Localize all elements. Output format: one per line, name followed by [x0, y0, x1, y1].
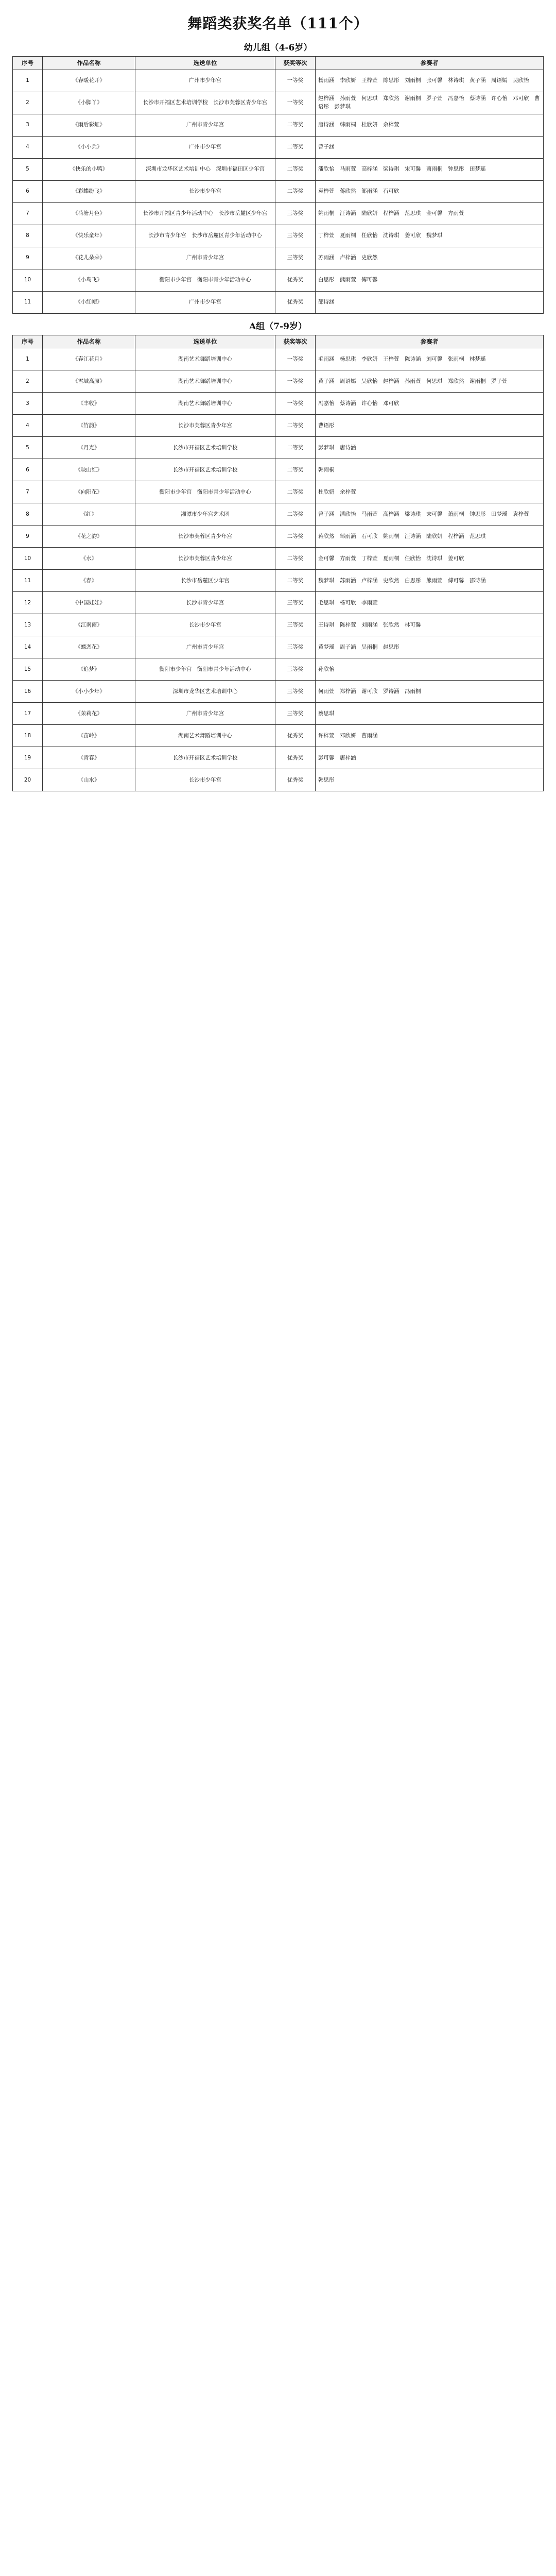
cell-work: 《蝶恋花》 [43, 636, 135, 658]
cell-work: 《花之韵》 [43, 526, 135, 548]
cell-no: 11 [13, 570, 43, 592]
cell-award: 二等奖 [275, 548, 316, 570]
cell-award: 一等奖 [275, 348, 316, 370]
cell-unit: 长沙市芙蓉区青少年宫 [135, 548, 275, 570]
cell-award: 一等奖 [275, 92, 316, 114]
table-row [13, 437, 544, 459]
cell-members: 冯嘉怡 蔡诗涵 许心怡 邓可欣 [316, 393, 544, 415]
table-row [13, 393, 544, 415]
cell-unit: 长沙市开福区艺术培训学校 [135, 459, 275, 481]
cell-members: 曾子涵 潘欣怡 马雨萱 高梓涵 梁诗琪 宋可馨 萧雨桐 钟思彤 田梦瑶 袁梓萱 [316, 503, 544, 526]
cell-no: 10 [13, 269, 43, 291]
cell-unit: 广州市青少年宫 [135, 114, 275, 136]
column-header-work: 作品名称 [43, 57, 135, 70]
cell-members: 金可馨 方雨萱 丁梓萱 夏雨桐 任欣怡 沈诗琪 姜可欣 [316, 548, 544, 570]
group-title: A组（7-9岁） [249, 321, 307, 332]
table-row [13, 658, 544, 681]
cell-work: 《青春》 [43, 747, 135, 769]
cell-no: 1 [13, 70, 43, 92]
cell-award: 二等奖 [275, 114, 316, 136]
cell-unit: 广州市少年宫 [135, 136, 275, 158]
cell-award: 一等奖 [275, 70, 316, 92]
cell-no: 2 [13, 370, 43, 393]
table-row [13, 136, 544, 158]
cell-award: 优秀奖 [275, 291, 316, 313]
cell-work: 《映山红》 [43, 459, 135, 481]
cell-work: 《苗岭》 [43, 725, 135, 747]
cell-work: 《追梦》 [43, 658, 135, 681]
column-header-no: 序号 [13, 335, 43, 348]
cell-unit: 广州市青少年宫 [135, 636, 275, 658]
table-row [13, 348, 544, 370]
table-row [13, 114, 544, 136]
group-title: 幼儿组（4-6岁） [244, 43, 312, 53]
cell-no: 6 [13, 180, 43, 202]
cell-no: 14 [13, 636, 43, 658]
table-row [13, 247, 544, 269]
cell-members: 黄子涵 周语嫣 吴欣怡 赵梓涵 孙雨萱 何思琪 郑欣然 谢雨桐 罗子萱 [316, 370, 544, 393]
cell-no: 12 [13, 592, 43, 614]
cell-members: 孙欣怡 [316, 658, 544, 681]
column-header-award: 获奖等次 [275, 57, 316, 70]
table-row [13, 570, 544, 592]
cell-unit: 长沙市芙蓉区青少年宫 [135, 526, 275, 548]
cell-no: 3 [13, 393, 43, 415]
cell-award: 二等奖 [275, 437, 316, 459]
cell-unit: 湖南艺术舞蹈培训中心 [135, 348, 275, 370]
cell-award: 二等奖 [275, 481, 316, 503]
cell-members: 苏雨涵 卢梓涵 史欣然 [316, 247, 544, 269]
cell-award: 二等奖 [275, 503, 316, 526]
award-table [12, 335, 544, 792]
cell-no: 4 [13, 415, 43, 437]
cell-unit: 衡阳市少年宫 衡阳市青少年活动中心 [135, 658, 275, 681]
cell-unit: 深圳市龙华区艺术培训中心 深圳市福田区少年宫 [135, 158, 275, 180]
cell-no: 16 [13, 681, 43, 703]
cell-work: 《水》 [43, 548, 135, 570]
cell-award: 三等奖 [275, 614, 316, 636]
cell-work: 《小脚丫》 [43, 92, 135, 114]
cell-no: 18 [13, 725, 43, 747]
cell-award: 优秀奖 [275, 269, 316, 291]
cell-award: 二等奖 [275, 415, 316, 437]
award-table [12, 56, 544, 314]
cell-members: 曾子涵 [316, 136, 544, 158]
cell-no: 8 [13, 503, 43, 526]
cell-no: 10 [13, 548, 43, 570]
cell-work: 《小小少年》 [43, 681, 135, 703]
cell-members: 彭梦琪 唐诗涵 [316, 437, 544, 459]
column-header-no: 序号 [13, 57, 43, 70]
cell-members: 丁梓萱 夏雨桐 任欣怡 沈诗琪 姜可欣 魏梦琪 [316, 225, 544, 247]
column-header-unit: 选送单位 [135, 57, 275, 70]
cell-award: 优秀奖 [275, 747, 316, 769]
cell-members: 唐诗涵 韩雨桐 杜欣妍 余梓萱 [316, 114, 544, 136]
cell-members: 蒋欣然 邹雨涵 石可欣 姚雨桐 汪诗涵 陆欣妍 程梓涵 范思琪 [316, 526, 544, 548]
cell-work: 《山水》 [43, 769, 135, 791]
cell-unit: 广州市青少年宫 [135, 247, 275, 269]
cell-unit: 湖南艺术舞蹈培训中心 [135, 370, 275, 393]
cell-members: 曹语彤 [316, 415, 544, 437]
cell-unit: 长沙市青少年宫 长沙市岳麓区青少年活动中心 [135, 225, 275, 247]
cell-work: 《春江花月》 [43, 348, 135, 370]
cell-unit: 广州市少年宫 [135, 70, 275, 92]
cell-no: 7 [13, 481, 43, 503]
cell-no: 17 [13, 703, 43, 725]
cell-members: 赵梓涵 孙雨萱 何思琪 郑欣然 谢雨桐 罗子萱 冯嘉怡 蔡诗涵 许心怡 邓可欣 曹语彤 彭梦琪 [316, 92, 544, 114]
cell-award: 二等奖 [275, 459, 316, 481]
cell-members: 王诗琪 陈梓萱 刘雨涵 张欣然 林可馨 [316, 614, 544, 636]
cell-unit: 深圳市龙华区艺术培训中心 [135, 681, 275, 703]
cell-members: 杜欣妍 余梓萱 [316, 481, 544, 503]
cell-members: 彭可馨 唐梓涵 [316, 747, 544, 769]
cell-award: 三等奖 [275, 681, 316, 703]
table-row [13, 158, 544, 180]
cell-work: 《荷塘月色》 [43, 202, 135, 225]
cell-unit: 广州市少年宫 [135, 291, 275, 313]
table-row [13, 269, 544, 291]
cell-work: 《雨后彩虹》 [43, 114, 135, 136]
cell-work: 《茉莉花》 [43, 703, 135, 725]
cell-work: 《中国娃娃》 [43, 592, 135, 614]
cell-work: 《向阳花》 [43, 481, 135, 503]
cell-award: 二等奖 [275, 570, 316, 592]
table-row [13, 92, 544, 114]
cell-work: 《雪域高原》 [43, 370, 135, 393]
cell-unit: 长沙市开福区艺术培训学校 [135, 437, 275, 459]
cell-work: 《花儿朵朵》 [43, 247, 135, 269]
cell-no: 5 [13, 437, 43, 459]
cell-work: 《彩蝶纷飞》 [43, 180, 135, 202]
cell-no: 4 [13, 136, 43, 158]
table-row [13, 291, 544, 313]
table-row [13, 202, 544, 225]
cell-members: 潘欣怡 马雨萱 高梓涵 梁诗琪 宋可馨 萧雨桐 钟思彤 田梦瑶 [316, 158, 544, 180]
table-row [13, 481, 544, 503]
cell-work: 《小鸟飞》 [43, 269, 135, 291]
cell-award: 二等奖 [275, 158, 316, 180]
cell-unit: 广州市青少年宫 [135, 703, 275, 725]
cell-no: 13 [13, 614, 43, 636]
cell-unit: 长沙市岳麓区少年宫 [135, 570, 275, 592]
table-row [13, 415, 544, 437]
cell-members: 杨雨涵 李欣妍 王梓萱 陈思彤 刘雨桐 张可馨 林诗琪 黄子涵 周语嫣 吴欣怡 [316, 70, 544, 92]
table-row [13, 370, 544, 393]
table-header-row [13, 335, 544, 348]
table-row [13, 592, 544, 614]
cell-work: 《丰收》 [43, 393, 135, 415]
cell-award: 优秀奖 [275, 769, 316, 791]
table-row [13, 548, 544, 570]
column-header-members: 参赛者 [316, 335, 544, 348]
cell-award: 一等奖 [275, 370, 316, 393]
cell-work: 《春》 [43, 570, 135, 592]
cell-award: 三等奖 [275, 658, 316, 681]
cell-members: 毛雨涵 杨思琪 李欣妍 王梓萱 陈诗涵 刘可馨 张雨桐 林梦瑶 [316, 348, 544, 370]
cell-work: 《红》 [43, 503, 135, 526]
cell-work: 《快乐童年》 [43, 225, 135, 247]
cell-unit: 长沙市青少年宫 [135, 592, 275, 614]
table-row [13, 681, 544, 703]
table-row [13, 70, 544, 92]
cell-award: 三等奖 [275, 225, 316, 247]
cell-award: 优秀奖 [275, 725, 316, 747]
cell-unit: 长沙市芙蓉区青少年宫 [135, 415, 275, 437]
table-header-row [13, 57, 544, 70]
cell-unit: 长沙市少年宫 [135, 769, 275, 791]
cell-work: 《月光》 [43, 437, 135, 459]
cell-unit: 长沙市少年宫 [135, 614, 275, 636]
cell-work: 《江南雨》 [43, 614, 135, 636]
cell-no: 3 [13, 114, 43, 136]
cell-work: 《小小兵》 [43, 136, 135, 158]
table-row [13, 526, 544, 548]
award-groups [12, 40, 544, 791]
cell-members: 何雨萱 郑梓涵 谢可欣 罗诗涵 冯雨桐 [316, 681, 544, 703]
table-row [13, 614, 544, 636]
cell-members: 袁梓萱 蒋欣然 邹雨涵 石可欣 [316, 180, 544, 202]
table-row [13, 703, 544, 725]
column-header-members: 参赛者 [316, 57, 544, 70]
cell-award: 二等奖 [275, 526, 316, 548]
cell-award: 三等奖 [275, 247, 316, 269]
cell-unit: 湘潭市少年宫艺术团 [135, 503, 275, 526]
table-row [13, 180, 544, 202]
cell-unit: 长沙市开福区艺术培训学校 长沙市芙蓉区青少年宫 [135, 92, 275, 114]
cell-unit: 长沙市开福区青少年活动中心 长沙市岳麓区少年宫 [135, 202, 275, 225]
cell-no: 19 [13, 747, 43, 769]
table-row [13, 769, 544, 791]
cell-no: 5 [13, 158, 43, 180]
table-row [13, 636, 544, 658]
cell-no: 2 [13, 92, 43, 114]
cell-work: 《竹韵》 [43, 415, 135, 437]
cell-members: 许梓萱 邓欣妍 曹雨涵 [316, 725, 544, 747]
cell-no: 8 [13, 225, 43, 247]
cell-award: 三等奖 [275, 636, 316, 658]
cell-members: 韩思彤 [316, 769, 544, 791]
cell-award: 二等奖 [275, 136, 316, 158]
cell-members: 姚雨桐 汪诗涵 陆欣妍 程梓涵 范思琪 金可馨 方雨萱 [316, 202, 544, 225]
cell-no: 1 [13, 348, 43, 370]
cell-no: 6 [13, 459, 43, 481]
cell-members: 蔡思琪 [316, 703, 544, 725]
cell-award: 三等奖 [275, 703, 316, 725]
cell-award: 二等奖 [275, 180, 316, 202]
cell-unit: 长沙市少年宫 [135, 180, 275, 202]
cell-no: 7 [13, 202, 43, 225]
page-title: 舞蹈类获奖名单（111个） [187, 15, 369, 32]
table-row [13, 225, 544, 247]
cell-work: 《小红帽》 [43, 291, 135, 313]
cell-work: 《春暖花开》 [43, 70, 135, 92]
cell-members: 韩雨桐 [316, 459, 544, 481]
cell-members: 黄梦瑶 周子涵 吴雨桐 赵思彤 [316, 636, 544, 658]
cell-no: 9 [13, 247, 43, 269]
column-header-award: 获奖等次 [275, 335, 316, 348]
cell-no: 9 [13, 526, 43, 548]
cell-award: 一等奖 [275, 393, 316, 415]
cell-work: 《快乐的小鸭》 [43, 158, 135, 180]
cell-unit: 湖南艺术舞蹈培训中心 [135, 725, 275, 747]
cell-members: 毛思琪 杨可欣 李雨萱 [316, 592, 544, 614]
cell-unit: 衡阳市少年宫 衡阳市青少年活动中心 [135, 269, 275, 291]
cell-unit: 衡阳市少年宫 衡阳市青少年活动中心 [135, 481, 275, 503]
cell-members: 魏梦琪 苏雨涵 卢梓涵 史欣然 白思彤 熊雨萱 傅可馨 邵诗涵 [316, 570, 544, 592]
cell-unit: 湖南艺术舞蹈培训中心 [135, 393, 275, 415]
cell-members: 白思彤 熊雨萱 傅可馨 [316, 269, 544, 291]
cell-unit: 长沙市开福区艺术培训学校 [135, 747, 275, 769]
cell-no: 20 [13, 769, 43, 791]
table-row [13, 747, 544, 769]
cell-no: 11 [13, 291, 43, 313]
column-header-unit: 选送单位 [135, 335, 275, 348]
table-row [13, 503, 544, 526]
cell-no: 15 [13, 658, 43, 681]
column-header-work: 作品名称 [43, 335, 135, 348]
table-row [13, 459, 544, 481]
cell-award: 三等奖 [275, 202, 316, 225]
cell-award: 三等奖 [275, 592, 316, 614]
table-row [13, 725, 544, 747]
cell-members: 邵诗涵 [316, 291, 544, 313]
